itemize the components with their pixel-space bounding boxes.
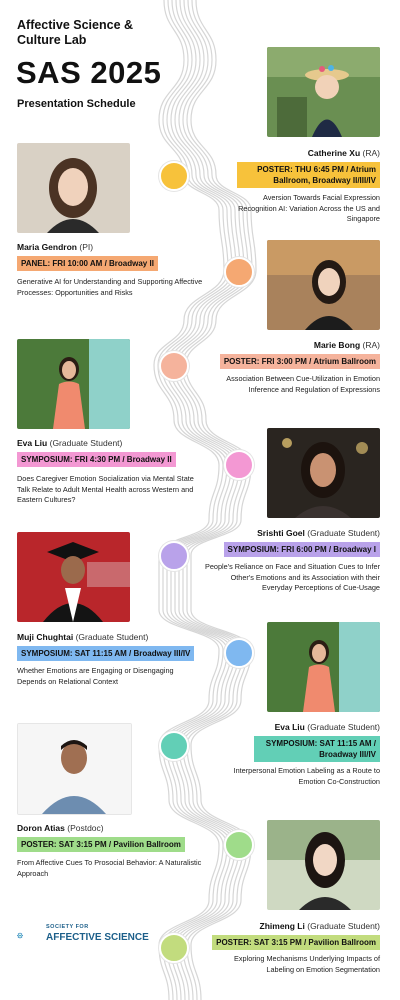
session-badge: POSTER: SAT 3:15 PM / Pavilion Ballroom <box>212 935 380 950</box>
presenter-name: Srishti Goel (Graduate Student) <box>257 528 380 538</box>
eva-liu-photo-2 <box>267 622 380 712</box>
presenter-name: Marie Bong (RA) <box>313 340 380 350</box>
page-title: SAS 2025 <box>16 55 162 90</box>
timeline-dot <box>224 257 254 287</box>
presentation-title: People's Reliance on Face and Situation Cues to Infer Other's Emotions and its Association with their Everyday Perceptions of Cue-Usage <box>205 562 381 592</box>
catherine-xu-photo <box>267 47 380 137</box>
presenter-name: Zhimeng Li (Graduate Student) <box>259 921 380 931</box>
timeline-dot <box>224 638 254 668</box>
presenter-name: Doron Atias (Postdoc) <box>17 823 104 833</box>
eva-liu-photo <box>17 339 130 429</box>
timeline-dot <box>159 933 189 963</box>
maria-gendron-photo <box>17 143 130 233</box>
presenter-name: Eva Liu (Graduate Student) <box>17 438 123 448</box>
session-badge: SYMPOSIUM: SAT 11:15 AM / Broadway III/IV <box>17 646 194 661</box>
presenter-name: Eva Liu (Graduate Student) <box>274 722 380 732</box>
zhimeng-li-photo <box>267 820 380 910</box>
presentation-title: Whether Emotions are Engaging or Disengaging Depends on Relational Context <box>17 666 174 686</box>
session-badge: SYMPOSIUM: SAT 11:15 AM / Broadway III/IV <box>254 736 380 762</box>
session-badge: SYMPOSIUM: FRI 4:30 PM / Broadway II <box>17 452 176 467</box>
lab-name: Affective Science & Culture Lab <box>17 18 134 47</box>
presentation-title: Aversion Towards Facial Expression Recognition AI: Variation Across the US and Singapore <box>238 193 380 223</box>
logo-text-big: AFFECTIVE SCIENCE <box>46 932 149 943</box>
logo-text-small: SOCIETY FOR <box>46 924 89 930</box>
presentation-title: Association Between Cue-Utilization in Emotion Inference and Regulation of Expressions <box>226 374 380 394</box>
timeline-dot <box>159 731 189 761</box>
marie-bong-photo <box>267 240 380 330</box>
doron-atias-photo <box>17 723 132 815</box>
session-badge: POSTER: THU 6:45 PM / Atrium Ballroom, Broadway II/III/IV <box>237 162 380 188</box>
presentation-title: Does Caregiver Emotion Socialization via Mental State Talk Relate to Adult Mental Health across Western and Eastern Cultures? <box>17 474 194 504</box>
session-badge: POSTER: FRI 3:00 PM / Atrium Ballroom <box>220 354 380 369</box>
timeline-dot <box>159 351 189 381</box>
presenter-name: Maria Gendron (PI) <box>17 242 94 252</box>
timeline-dot <box>224 450 254 480</box>
session-badge: SYMPOSIUM: FRI 6:00 PM / Broadway I <box>224 542 380 557</box>
timeline-dot <box>224 830 254 860</box>
presentation-title: Interpersonal Emotion Labeling as a Route to Emotion Co-Construction <box>233 766 380 786</box>
presenter-name: Catherine Xu (RA) <box>307 148 380 158</box>
page-subtitle: Presentation Schedule <box>17 98 136 110</box>
presentation-title: From Affective Cues To Prosocial Behavior: A Naturalistic Approach <box>17 858 202 878</box>
srishti-goel-photo <box>267 428 380 518</box>
timeline-dot <box>159 161 189 191</box>
presentation-title: Exploring Mechanisms Underlying Impacts of Labeling on Emotion Segmentation <box>234 954 380 974</box>
session-badge: PANEL: FRI 10:00 AM / Broadway II <box>17 256 158 271</box>
presenter-name: Muji Chughtai (Graduate Student) <box>17 632 149 642</box>
presentation-title: Generative AI for Understanding and Supporting Affective Processes: Opportunities and Risks <box>17 277 203 297</box>
society-logo-icon <box>17 922 45 950</box>
timeline-dot <box>159 541 189 571</box>
muji-chughtai-photo <box>17 532 130 622</box>
session-badge: POSTER: SAT 3:15 PM / Pavilion Ballroom <box>17 837 185 852</box>
